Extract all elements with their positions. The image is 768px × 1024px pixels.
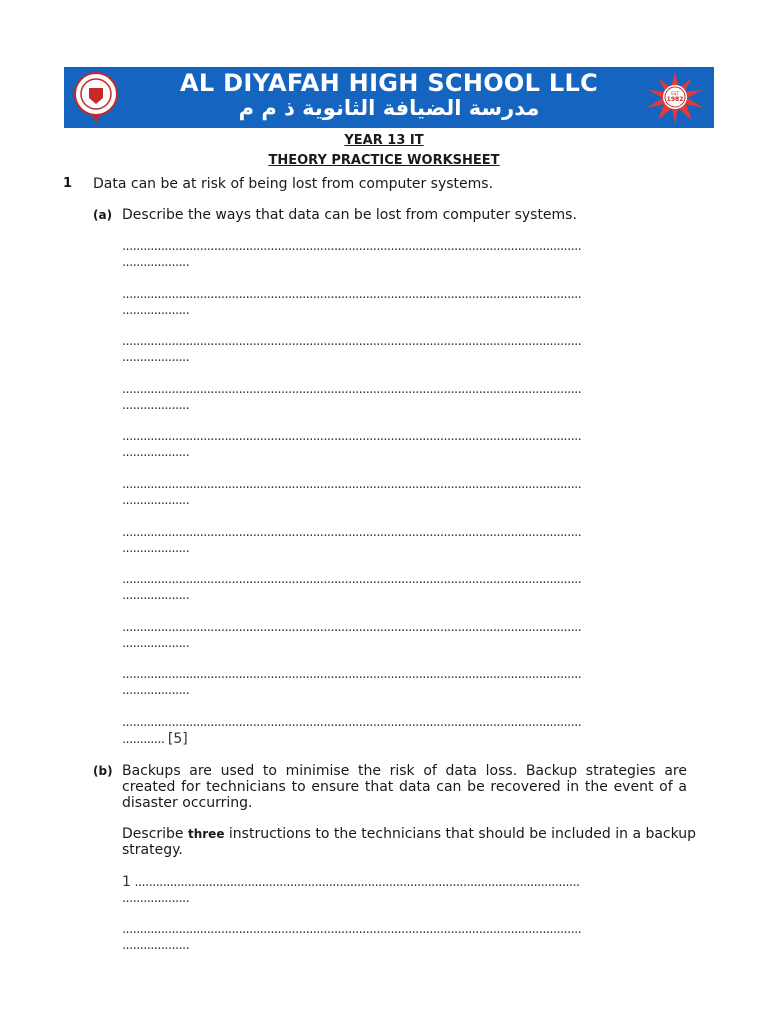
svg-text:EST: EST (671, 91, 679, 96)
year-heading: YEAR 13 IT (344, 133, 424, 148)
part-b-question: Backups are used to minimise the risk of data loss. Backup strategies are created for technicians to ensure that data can be recovered in the event of a disaster occurring. (122, 763, 687, 811)
part-b-prompt: Describe three instructions to the technicians that should be included in a backup strategy. (122, 826, 697, 858)
answer-line[interactable]: .................................................................................................................................. ................... (122, 922, 582, 953)
established-badge-logo (642, 70, 708, 125)
answer-line[interactable]: .................................................................................................................................. ................... (122, 382, 582, 413)
svg-text:1982: 1982 (666, 96, 684, 103)
answer-line[interactable]: .................................................................................................................................. ................... (122, 572, 582, 603)
answer-line[interactable]: .................................................................................................................................. ................... (122, 525, 582, 556)
answer-line[interactable]: .................................................................................................................................. ............ [5] (122, 715, 582, 747)
question-number: 1 (63, 176, 73, 191)
answer-line[interactable]: .................................................................................................................................. ................... (122, 287, 582, 318)
answer-item-number: 1 (122, 874, 131, 890)
school-banner (64, 67, 714, 128)
part-b-label: (b) (93, 764, 113, 778)
part-a-question: Describe the ways that data can be lost from computer systems. (122, 207, 577, 223)
school-name: AL DIYAFAH HIGH SCHOOL LLC (180, 69, 598, 97)
answer-line[interactable]: .................................................................................................................................. ................... (122, 334, 582, 365)
emphasis-three: three (187, 827, 225, 841)
answer-line[interactable]: .................................................................................................................................. ................... (122, 239, 582, 270)
part-a-marks: [5] (167, 731, 188, 747)
question-stem: Data can be at risk of being lost from computer systems. (93, 176, 494, 192)
answer-line[interactable]: .................................................................................................................................. ................... (122, 477, 582, 508)
school-name-arabic: مدرسة الضيافة الثانوية ذ م م (238, 96, 540, 120)
part-a-label: (a) (93, 208, 113, 222)
worksheet-title: THEORY PRACTICE WORKSHEET (268, 153, 500, 168)
answer-line[interactable]: .................................................................................................................................. ................... (122, 429, 582, 460)
answer-line[interactable]: .................................................................................................................................. ................... (122, 620, 582, 651)
answer-line[interactable]: .................................................................................................................................. ................... (122, 667, 582, 698)
answer-line[interactable]: 1 .............................................................................................................................. ................... (122, 874, 580, 906)
